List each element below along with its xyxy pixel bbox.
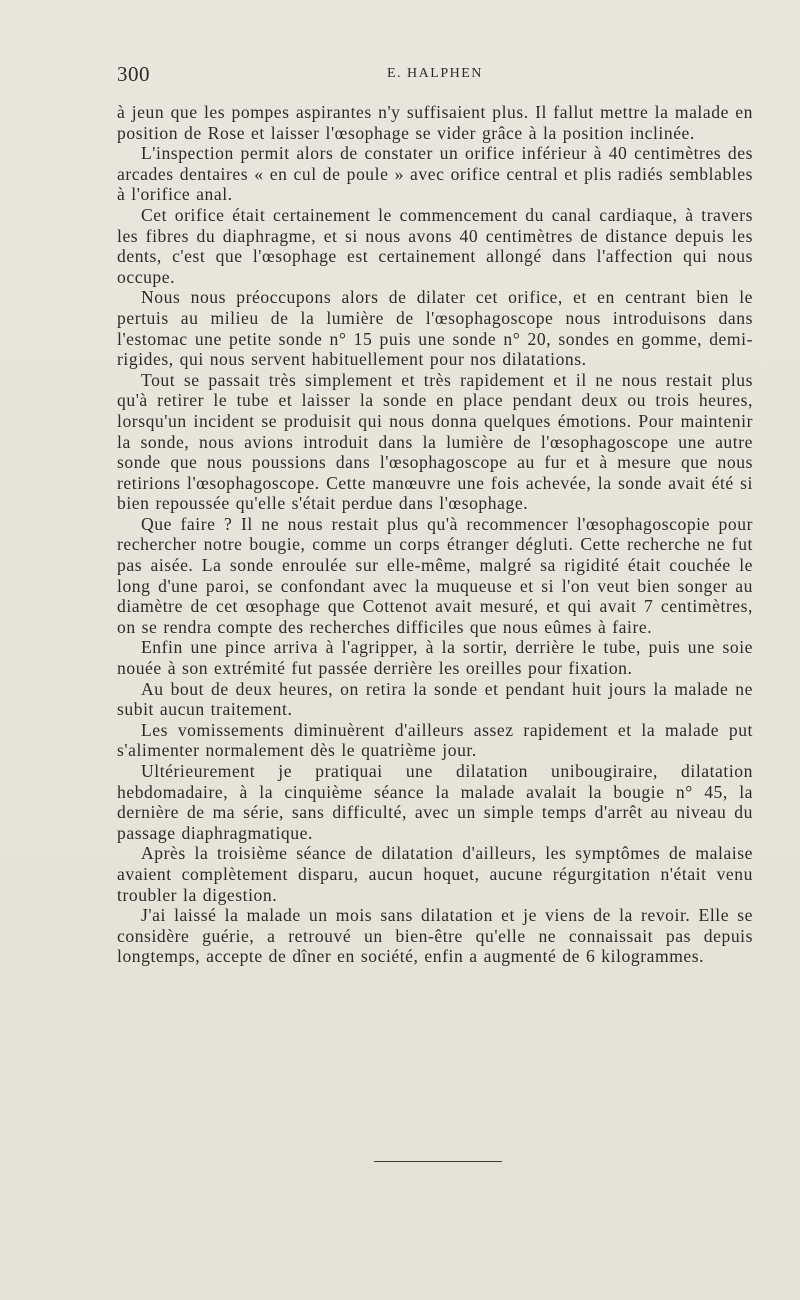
paragraph-ulterieurement: Ultérieurement je pratiquai une dilatation unibougiraire, dilatation hebdomadaire, à la cinquième séance la malade avalait la bougie n° 45, la dernière de ma série, sans difficulté, avec un simple temps d'arrêt au niveau du passage diaphragmatique. xyxy=(117,761,753,843)
paragraph-orifice: Cet orifice était certainement le commencement du canal cardiaque, à travers les fibres du diaphragme, et si nous avons 40 centimètres de distance depuis les dents, c'est que l'œsophage est certainement allongé dans l'affection qui nous occupe. xyxy=(117,204,753,287)
end-rule xyxy=(374,1161,502,1162)
paragraph-conclusion: J'ai laissé la malade un mois sans dilatation et je viens de la revoir. Elle se considère guérie, a retrouvé un bien-être qu'elle ne connaissait pas depuis longtemps, accepte de dîner en société, enfin a augmenté de 6 kilogrammes. xyxy=(117,905,753,967)
running-head xyxy=(117,62,753,86)
running-head-author: E. HALPHEN xyxy=(387,66,483,81)
paragraph-troisieme-seance: Après la troisième séance de dilatation d'ailleurs, les symptômes de malaise avaient complètement disparu, aucun hoquet, aucune régurgitation n'était venu troubler la digestion. xyxy=(117,843,753,905)
paragraph-pince: Enfin une pince arriva à l'agripper, à la sortir, derrière le tube, puis une soie nouée à son extrémité fut passée derrière les oreilles pour fixation. xyxy=(117,637,753,679)
paragraph-deux-heures: Au bout de deux heures, on retira la sonde et pendant huit jours la malade ne subit aucun traitement. xyxy=(117,678,753,720)
page-number: 300 xyxy=(117,62,150,86)
paragraph-dilatation: Nous nous préoccupons alors de dilater cet orifice, et en centrant bien le pertuis au milieu de la lumière de l'œsophagoscope nous introduisons dans l'estomac une petite sonde n° 15 puis une sonde n° 20, sondes en gomme, demi-rigides, qui nous servent habituellement pour nos dilatations. xyxy=(117,287,753,370)
paragraph-recherche: Que faire ? Il ne nous restait plus qu'à recommencer l'œsophagoscopie pour rechercher notre bougie, comme un corps étranger dégluti. Cette recherche ne fut pas aisée. La sonde enroulée sur elle-même, malgré sa rigidité était couchée le long d'une paroi, se confondant avec la muqueuse et si l'on veut bien songer au diamètre de cet œsophage que Cottenot avait mesuré, et qui avait 7 centimètres, on se rendra compte des recherches difficiles que nous eûmes à faire. xyxy=(117,513,753,637)
paragraph-incident: Tout se passait très simplement et très rapidement et il ne nous restait plus qu'à retirer le tube et laisser la sonde en place pendant deux ou trois heures, lorsqu'un incident se produisit qui nous donna quelques émotions. Pour maintenir la sonde, nous avions introduit dans la lumière de l'œsophagoscope une autre sonde que nous poussions dans l'œsophagoscope au fur et à mesure que nous retirions l'œsophagoscope. Cette manœuvre une fois achevée, la sonde avait été si bien repoussée qu'elle s'était perdue dans l'œsophage. xyxy=(117,369,753,514)
body-text xyxy=(117,102,753,967)
paragraph-inspection: L'inspection permit alors de constater un orifice inférieur à 40 centimètres des arcades dentaires « en cul de poule » avec orifice central et plis radiés semblables à l'orifice anal. xyxy=(117,143,753,205)
paragraph-continuation: à jeun que les pompes aspirantes n'y suffisaient plus. Il fallut mettre la malade en position de Rose et laisser l'œsophage se vider grâce à la position inclinée. xyxy=(117,102,753,143)
paragraph-vomissements: Les vomissements diminuèrent d'ailleurs assez rapidement et la malade put s'alimenter normalement dès le quatrième jour. xyxy=(117,719,753,761)
